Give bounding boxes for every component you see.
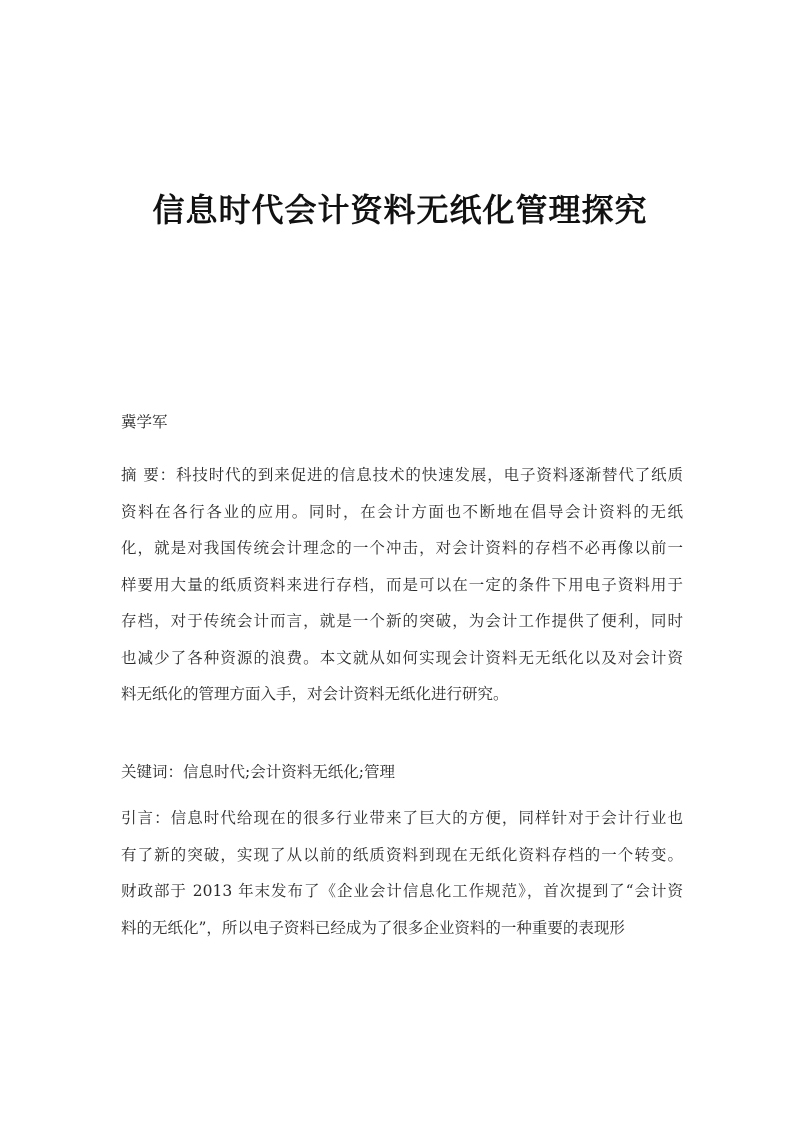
keywords-line: 关键词：信息时代;会计资料无纸化;管理 [121, 763, 395, 781]
introduction-line: 有了新的突破，实现了从以前的纸质资料到现在无纸化资料存档的一个转变。 [121, 845, 683, 864]
introduction-line: 财政部于 2013 年末发布了《企业会计信息化工作规范》，首次提到了“会计资 [121, 882, 683, 900]
abstract-line: 样要用大量的纸质资料来进行存档，而是可以在一定的条件下用电子资料用于 [121, 575, 683, 594]
abstract-paragraph [121, 457, 683, 713]
abstract-line: 摘 要：科技时代的到来促进的信息技术的快速发展，电子资料逐渐替代了纸质 [121, 466, 683, 484]
introduction-line: 料的无纸化”，所以电子资料已经成为了很多企业资料的一种重要的表现形 [121, 918, 625, 937]
abstract-line: 存档，对于传统会计而言，就是一个新的突破，为会计工作提供了便利，同时 [121, 612, 683, 630]
author-name: 冀学军 [121, 413, 168, 431]
abstract-line: 料无纸化的管理方面入手，对会计资料无纸化进行研究。 [121, 685, 509, 703]
document-title: 信息时代会计资料无纸化管理探究 [152, 191, 648, 229]
abstract-line: 也减少了各种资源的浪费。本文就从如何实现会计资料无无纸化以及对会计资 [121, 648, 683, 667]
abstract-line: 资料在各行各业的应用。同时，在会计方面也不断地在倡导会计资料的无纸 [121, 502, 683, 521]
introduction-line: 引言：信息时代给现在的很多行业带来了巨大的方便，同样针对于会计行业也 [121, 809, 683, 827]
introduction-paragraph [121, 800, 683, 946]
abstract-line: 化，就是对我国传统会计理念的一个冲击，对会计资料的存档不必再像以前一 [121, 539, 683, 557]
